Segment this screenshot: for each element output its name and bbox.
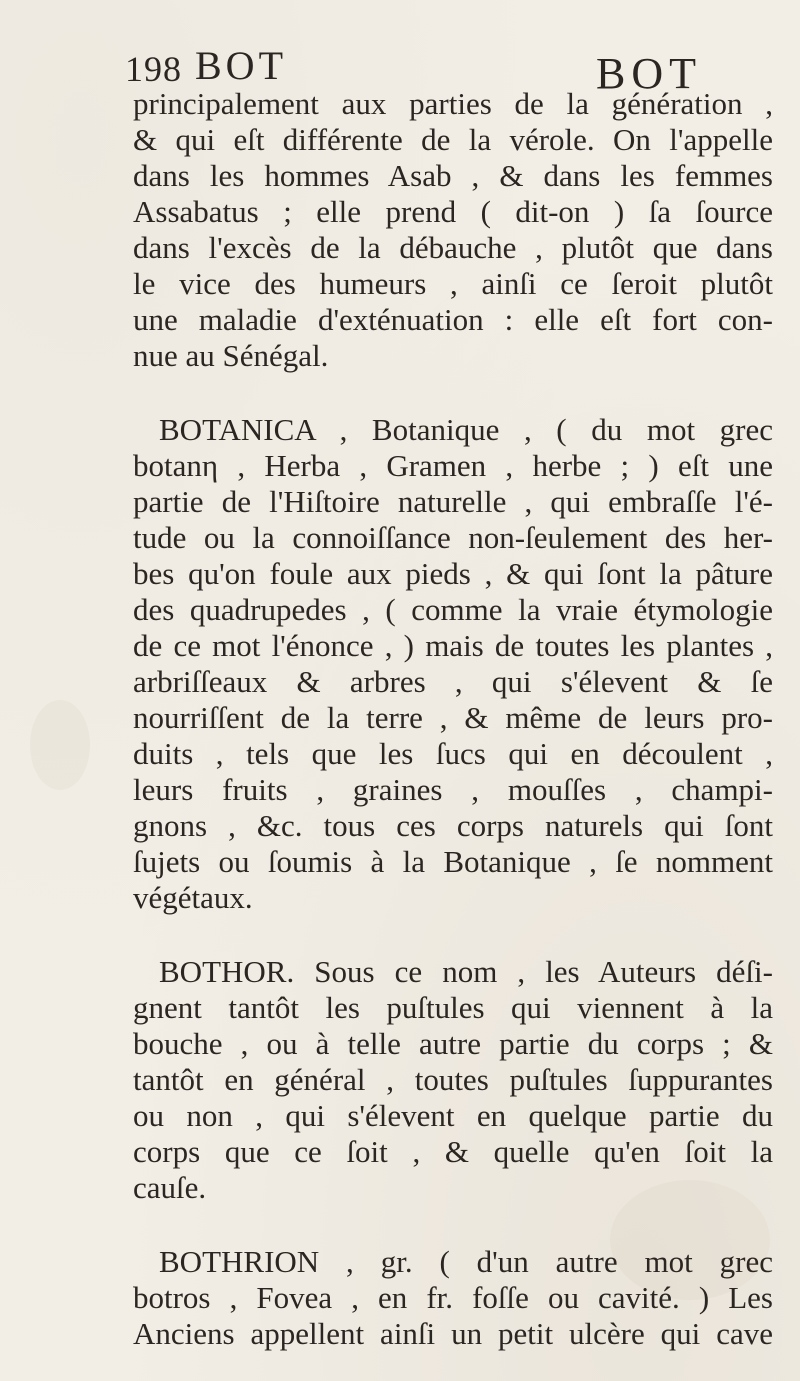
text-line: gnons , &c. tous ces corps naturels qui ſont [133,808,773,843]
text-line: de ce mot l'énonce , ) mais de toutes les plantes , [133,628,773,663]
page-header [125,40,702,98]
text-line: le vice des humeurs , ainſi ce ſeroit plutôt [133,266,773,301]
text-line: végétaux. [133,880,253,915]
text-line: dans l'excès de la débauche , plutôt que dans [133,230,773,265]
text-line: ſujets ou ſoumis à la Botanique , ſe nomment [133,844,773,879]
text-line: ou non , qui s'élevent en quelque partie du [133,1098,773,1133]
text-line: botros , Fovea , en fr. foſſe ou cavité. ) Les [133,1280,773,1315]
text-line: principalement aux parties de la génération , [133,86,773,121]
text-line: des quadrupedes , ( comme la vraie étymologie [133,592,773,627]
text-line: botanη , Herba , Gramen , herbe ; ) eſt une [133,448,773,483]
text-line: Assabatus ; elle prend ( dit-on ) ſa ſource [133,194,773,229]
entry-headword-line: BOTHOR. Sous ce nom , les Auteurs déſi- [159,954,773,989]
entry-headword-line: BOTHRION , gr. ( d'un autre mot grec [159,1244,773,1279]
text-line: bes qu'on foule aux pieds , & qui ſont la pâture [133,556,773,591]
text-line: tude ou la connoiſſance non-ſeulement des her- [133,520,773,555]
paragraph [133,1244,773,1352]
text-line: une maladie d'exténuation : elle eſt fort con- [133,302,773,337]
text-line: cauſe. [133,1170,207,1205]
text-line: arbriſſeaux & arbres , qui s'élevent & ſe [133,664,773,699]
text-line: nue au Sénégal. [133,338,329,373]
body-text [133,86,773,1352]
running-head-left: BOT [195,43,287,88]
text-line: Anciens appellent ainſi un petit ulcère qui cave [133,1316,773,1351]
text-line: corps que ce ſoit , & quelle qu'en ſoit la [133,1134,773,1169]
text-line: duits , tels que les ſucs qui en découlent , [133,736,773,771]
text-line: nourriſſent de la terre , & même de leurs pro- [133,700,773,735]
entry-headword-line: BOTANICA , Botanique , ( du mot grec [159,412,773,447]
text-line: & qui eſt différente de la vérole. On l'appelle [133,122,773,157]
paragraph [133,954,773,1206]
text-line: bouche , ou à telle autre partie du corps ; & [133,1026,773,1061]
text-line: gnent tantôt les puſtules qui viennent à la [133,990,773,1025]
paragraph [133,412,773,916]
paragraph [133,86,773,374]
text-line: tantôt en général , toutes puſtules ſuppurantes [133,1062,773,1097]
text-line: leurs fruits , graines , mouſſes , champi- [133,772,773,807]
text-line: dans les hommes Asab , & dans les femmes [133,158,773,193]
running-head-right: BOT [596,49,702,98]
page-number: 198 [125,49,182,89]
text-line: partie de l'Hiſtoire naturelle , qui embraſſe l'é- [133,484,773,519]
paper-stain [30,700,90,790]
